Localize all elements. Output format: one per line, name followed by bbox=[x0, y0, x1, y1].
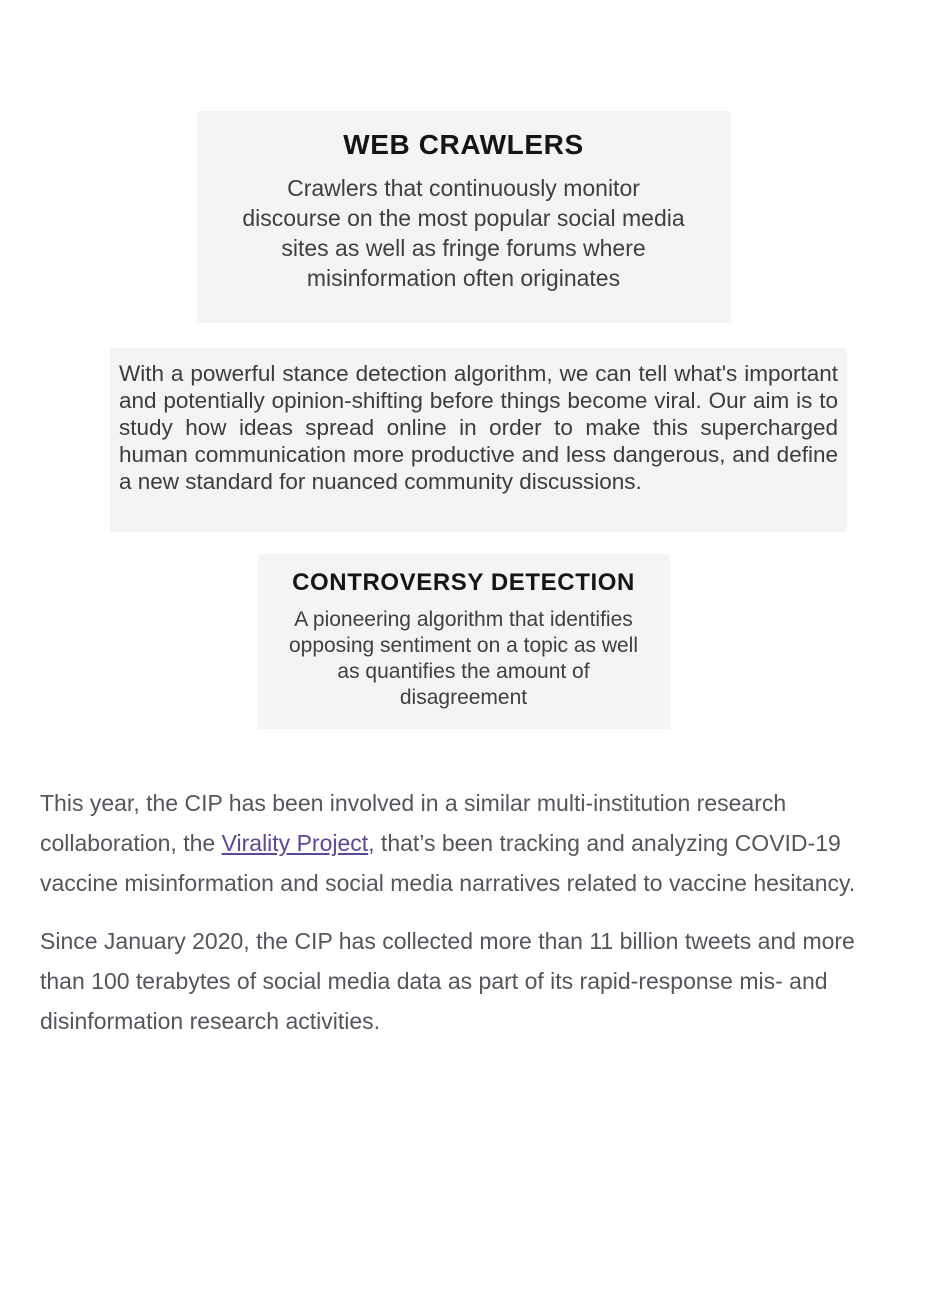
stance-detection-text: With a powerful stance detection algorithm, we can tell what's important and potentially opinion-shifting before things become viral. Our aim is to study how ideas spread online in order to make this supercharged human communication more productive and less dangerous, and define a new standard for nuanced community discussions. bbox=[119, 361, 838, 494]
controversy-detection-card bbox=[258, 554, 670, 729]
stats-paragraph: Since January 2020, the CIP has collected more than 11 billion tweets and more than 100 terabytes of social media data as part of its rapid-response mis- and disinformation research activities. bbox=[40, 928, 855, 1034]
article-text bbox=[40, 783, 895, 1041]
stance-detection-block bbox=[110, 348, 847, 532]
web-crawlers-description: Crawlers that continuously monitor discourse on the most popular social media sites as well as fringe forums where misinformation often originates bbox=[242, 175, 685, 291]
virality-paragraph-after-link: , that’s been tracking and analyzing COVID-19 vaccine misinformation and social media narratives related to vaccine hesitancy. bbox=[40, 830, 856, 896]
virality-paragraph bbox=[40, 783, 895, 903]
controversy-detection-title: CONTROVERSY DETECTION bbox=[292, 569, 635, 596]
virality-paragraph-before-link: This year, the CIP has been involved in a similar multi-institution research collaboration, the bbox=[40, 790, 787, 856]
web-crawlers-card bbox=[197, 111, 731, 323]
controversy-detection-description: A pioneering algorithm that identifies opposing sentiment on a topic as well as quantifies the amount of disagreement bbox=[288, 608, 639, 709]
virality-project-link[interactable]: Virality Project bbox=[221, 830, 369, 856]
page bbox=[0, 111, 927, 1311]
web-crawlers-title: WEB CRAWLERS bbox=[343, 129, 584, 160]
document-body bbox=[0, 111, 927, 1311]
